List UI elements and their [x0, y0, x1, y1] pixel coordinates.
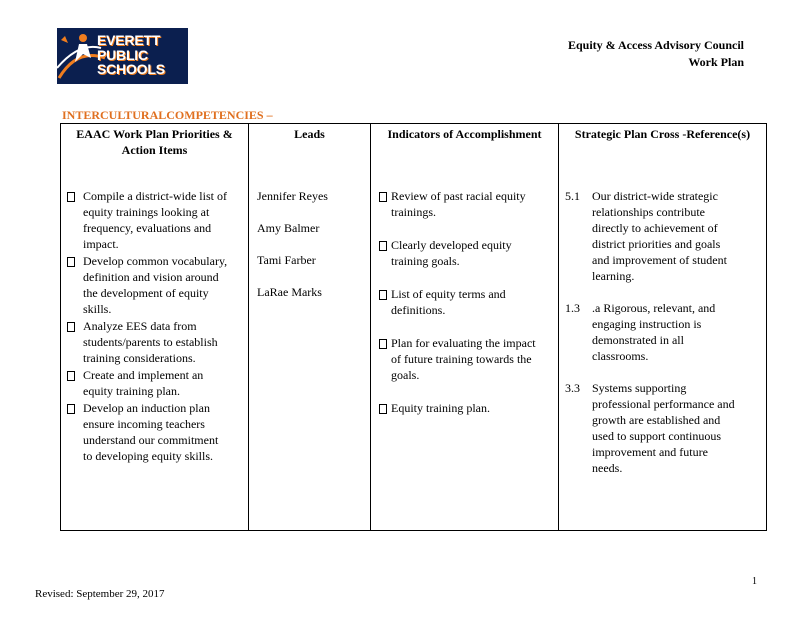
title-line-2: Work Plan: [688, 55, 744, 69]
header-references: Strategic Plan Cross -Reference(s): [559, 124, 767, 177]
page-number: 1: [752, 576, 757, 587]
logo-text: EVERETT PUBLIC SCHOOLS: [97, 32, 165, 77]
list-item: Equity training plan.: [379, 400, 538, 416]
leads-list: [257, 188, 370, 300]
reference-number: 5.1: [565, 189, 580, 203]
revised-date: Revised: September 29, 2017: [35, 588, 165, 600]
reference-text: Our district-wide strategic relationships contribute directly to achievement of district priorities and goals and improvement of student learning.: [592, 189, 727, 283]
district-logo: [57, 28, 188, 84]
section-title: INTERCULTURALCOMPETENCIES –: [62, 108, 332, 124]
indicators-cell: [371, 176, 559, 531]
work-plan-table: [60, 123, 767, 531]
references-cell: [559, 176, 767, 531]
reference-item: [565, 188, 740, 284]
action-items-cell: [61, 176, 249, 531]
lead-name: Amy Balmer: [257, 221, 320, 235]
header-leads: Leads: [249, 124, 371, 177]
list-item: Develop an induction plan ensure incoming teachers understand our commitment to developing equity skills.: [67, 400, 228, 464]
lead-name: Tami Farber: [257, 253, 316, 267]
list-item: List of equity terms and definitions.: [379, 286, 538, 318]
list-item: Plan for evaluating the impact of future training towards the goals.: [379, 335, 538, 383]
list-item: Clearly developed equity training goals.: [379, 237, 538, 269]
reference-text: Systems supporting professional performance and growth are established and used to support continuous improvement and future needs.: [592, 381, 735, 475]
reference-number: 3.3: [565, 381, 580, 395]
list-item: Compile a district-wide list of equity trainings looking at frequency, evaluations and impact.: [67, 188, 228, 252]
title-line-1: Equity & Access Advisory Council: [567, 38, 744, 52]
list-item: Create and implement an equity training plan.: [67, 367, 228, 399]
reference-text: .a Rigorous, relevant, and engaging instruction is demonstrated in all classrooms.: [592, 301, 716, 363]
table-row: [61, 176, 767, 531]
header-indicators: Indicators of Accomplishment: [371, 124, 559, 177]
reference-item: [565, 300, 740, 364]
leads-cell: [249, 176, 371, 531]
reference-number: 1.3: [565, 301, 580, 315]
header-priorities: EAAC Work Plan Priorities & Action Items: [61, 124, 249, 177]
list-item: Review of past racial equity trainings.: [379, 188, 538, 220]
list-item: Analyze EES data from students/parents to establish training considerations.: [67, 318, 228, 366]
indicators-list: [371, 188, 558, 416]
references-list: [565, 188, 740, 476]
list-item: Develop common vocabulary, definition and vision around the development of equity skills.: [67, 253, 228, 317]
reference-item: [565, 380, 740, 476]
action-items-list: [61, 188, 248, 464]
lead-name: Jennifer Reyes: [257, 189, 328, 203]
page-title: [484, 37, 744, 71]
table-header-row: [61, 124, 767, 177]
lead-name: LaRae Marks: [257, 285, 322, 299]
